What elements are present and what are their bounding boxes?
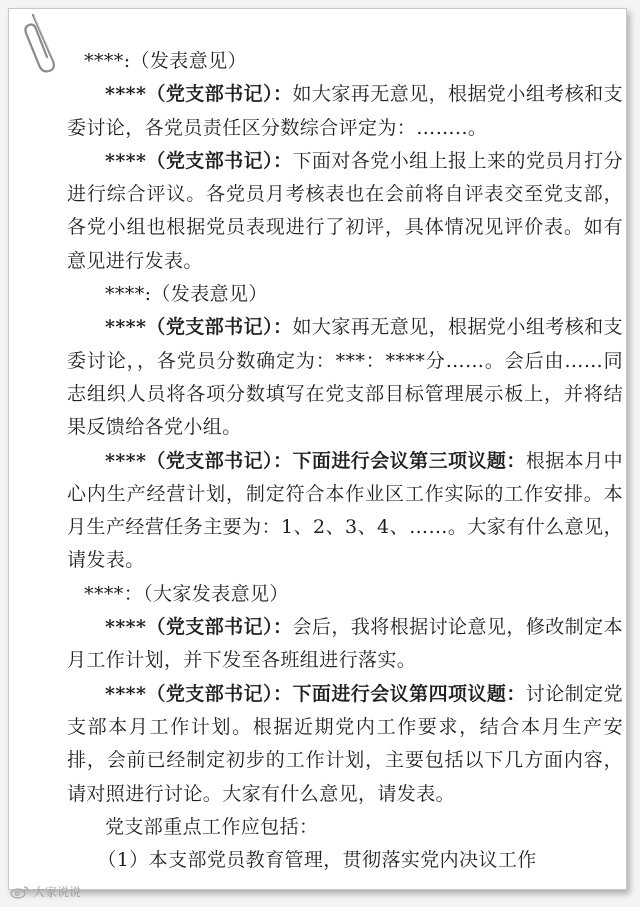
paragraph-1: ****:（发表意见） (84, 50, 247, 72)
paragraph-6: ****（党支部书记）：下面进行会议第三项议题：根据本月中心内生产经营计划，制定符合本作业区工作实际的工作安排。本月生产经营任务主要为：1、2、3、4、……。大家有什么意见，请发表。 (67, 449, 623, 572)
paragraph-3: ****（党支部书记）：下面对各党小组上报上来的党员月打分进行综合评议。各党员月考核表也在会前将自评表交至党支部，各党小组也根据党员表现进行了初评，具体情况见评价表。如有意见进行发表。 (67, 149, 623, 272)
paperclip-icon (23, 9, 59, 73)
paragraph-2: ****（党支部书记）：如大家再无意见，根据党小组考核和支委讨论，各党员责任区分数综合评定为：……..。 (67, 83, 623, 139)
paragraph-11: （1）本支部党员教育管理，贯彻落实党内决议工作 (97, 849, 537, 872)
paragraph-8: ****（党支部书记）：会后，我将根据讨论意见，修改制定本月工作计划，并下发至各班组进行落实。 (67, 616, 623, 672)
weibo-logo-icon (10, 885, 30, 899)
watermark-text: 大家说说 (33, 885, 82, 899)
paragraph-5: ****（党支部书记）：如大家再无意见，根据党小组考核和支委讨论，，各党员分数确定为：***：****分……。会后由……同志组织人员将各项分数填写在党支部目标管理展示板上，并将结果反馈给各党小组。 (67, 316, 623, 439)
paragraph-10: 党支部重点工作应包括： (105, 815, 319, 838)
paragraph-4: ****:（发表意见） (105, 283, 268, 306)
document-paper (8, 8, 627, 890)
paragraph-7: ****：（大家发表意见） (84, 582, 289, 605)
paragraph-9: ****（党支部书记）：下面进行会议第四项议题：讨论制定党支部本月工作计划。根据近期党内工作要求，结合本月生产安排，会前已经制定初步的工作计划，主要包括以下几方面内容，请对照进行讨论。大家有什么意见，请发表。 (67, 682, 623, 805)
document-body (67, 45, 623, 877)
watermark (10, 883, 81, 900)
